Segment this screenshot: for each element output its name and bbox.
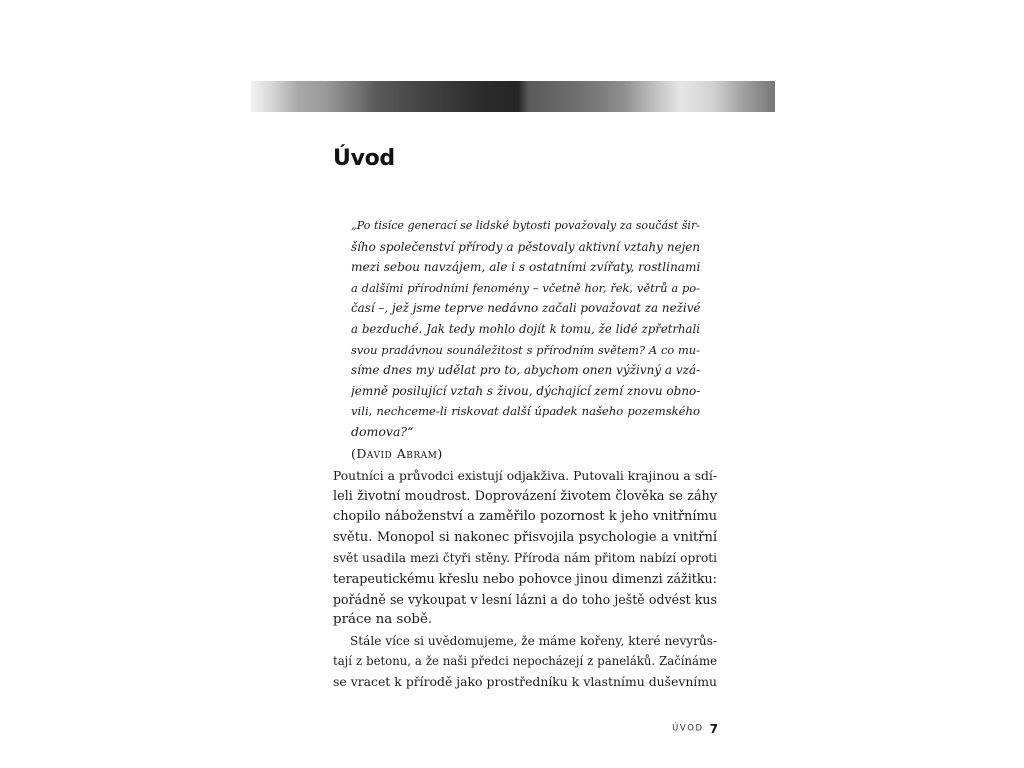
epigraph-line: „Po tisíce generací se lidské bytosti považovaly za součást šir- — [351, 219, 700, 232]
page-number: 7 — [709, 721, 718, 736]
body-line: pořádně se vykoupat v lesní lázni a do toho ještě odvést kus — [333, 591, 717, 607]
epigraph-line: mezi sebou navzájem, ale i s ostatními zvířaty, rostlinami — [351, 260, 700, 275]
epigraph-line: vili, nechceme-li riskovat další úpadek našeho pozemského — [351, 404, 700, 419]
body-line: světu. Monopol si nakonec přisvojila psychologie a vnitřní — [333, 529, 717, 545]
epigraph-line: síme dnes my udělat pro to, abychom onen výživný a vzá- — [351, 363, 700, 378]
body-line: leli životní moudrost. Doprovázení životem člověka se záhy — [333, 488, 717, 504]
epigraph-line: a dalšími přírodními fenomény – včetně hor, řek, větrů a po- — [351, 280, 700, 295]
body-line: terapeutickému křeslu nebo pohovce jinou dimenzi zážitku: — [333, 570, 717, 586]
epigraph-line: domova?“ — [351, 423, 414, 439]
header-gradient-band — [251, 81, 775, 112]
body-line: práce na sobě. — [333, 612, 433, 628]
epigraph-line: časí –, jež jsme teprve nedávno začali považovat za neživé — [351, 301, 700, 316]
body-text — [333, 466, 717, 693]
chapter-title: Úvod — [333, 146, 395, 171]
epigraph-line: a bezduché. Jak tedy mohlo dojít k tomu, že lidé zpřetrhali — [351, 321, 700, 336]
running-head: ÚVOD — [672, 723, 704, 734]
body-line: chopilo náboženství a zaměřilo pozornost k jeho vnitřnímu — [333, 509, 717, 525]
body-line: svět usadila mezi čtyři stěny. Příroda nám přitom nabízí oproti — [333, 551, 717, 566]
body-line: Poutníci a průvodci existují odjakživa. Putovali krajinou a sdí- — [333, 469, 717, 483]
epigraph-line: šího společenství přírody a pěstovaly aktivní vztahy nejen — [351, 239, 700, 254]
epigraph-line: jemně posilující vztah s živou, dýchající zemí znovu obno- — [351, 383, 700, 398]
body-line: tají z betonu, a že naši předci nepocházejí z paneláků. Začínáme — [333, 654, 717, 669]
epigraph-line: svou pradávnou sounáležitost s přírodním světem? A co mu- — [351, 342, 700, 357]
page-footer — [600, 718, 718, 737]
body-line: se vracet k přírodě jako prostředníku k vlastnímu duševnímu — [333, 673, 717, 689]
body-line: Stále více si uvědomujeme, že máme kořeny, které nevyrůs- — [350, 633, 717, 648]
epigraph — [351, 216, 700, 465]
epigraph-attribution: (David Abram) — [351, 445, 443, 461]
